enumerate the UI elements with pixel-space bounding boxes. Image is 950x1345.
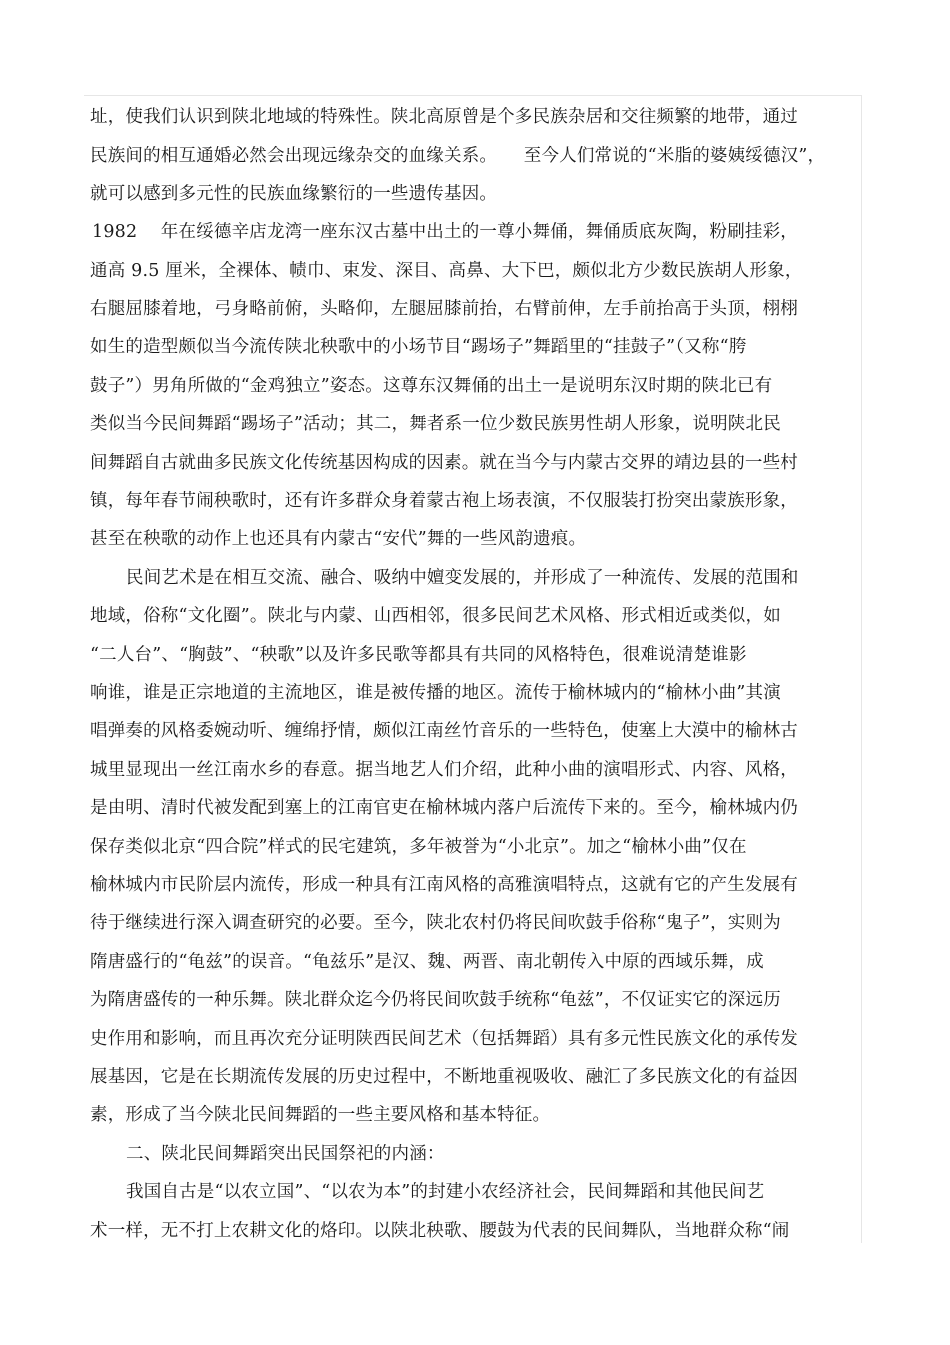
text-line: 址，使我们认识到陕北地域的特殊性。陕北高原曾是个多民族杂居和交往频繁的地带，通过 bbox=[90, 107, 798, 127]
text-line: 右腿屈膝着地，弓身略前俯，头略仰，左腿屈膝前抬，右臂前伸，左手前抬高于头顶，栩栩 bbox=[90, 299, 798, 319]
text-line: 待于继续进行深入调查研究的必要。至今，陕北农村仍将民间吹鼓手俗称“鬼子”，实则为 bbox=[90, 913, 781, 933]
text-line: 通高 9.5 厘米，全裸体、帻巾、束发、深目、高鼻、大下巴，颇似北方少数民族胡人形象， bbox=[90, 261, 803, 281]
text-line: 如生的造型颇似当今流传陕北秧歌中的小场节目“踢场子”舞蹈里的“挂鼓子”（又称“胯 bbox=[90, 337, 747, 357]
text-line: 保存类似北京“四合院”样式的民宅建筑，多年被誉为“小北京”。加之“榆林小曲”仅在 bbox=[90, 837, 747, 857]
text-line: 素，形成了当今陕北民间舞蹈的一些主要风格和基本特征。 bbox=[90, 1105, 551, 1125]
text-line: 史作用和影响，而且再次充分证明陕西民间艺术（包括舞蹈）具有多元性民族文化的承传发 bbox=[90, 1029, 798, 1049]
text-line: 我国自古是“以农立国”、“以农为本”的封建小农经济社会，民间舞蹈和其他民间艺 bbox=[126, 1182, 765, 1202]
text-line: 地域，俗称“文化圈”。陕北与内蒙、山西相邻，很多民间艺术风格、形式相近或类似，如 bbox=[90, 606, 781, 626]
text-line: 1982 年在绥德辛店龙湾一座东汉古墓中出土的一尊小舞俑，舞俑质底灰陶，粉刷挂彩， bbox=[92, 222, 798, 242]
text-line: 民间艺术是在相互交流、融合、吸纳中嬗变发展的，并形成了一种流传、发展的范围和 bbox=[126, 568, 799, 588]
text-line: 间舞蹈自古就曲多民族文化传统基因构成的因素。就在当今与内蒙古交界的靖边县的一些村 bbox=[90, 453, 798, 473]
text-line: 镇，每年春节闹秧歌时，还有许多群众身着蒙古袍上场表演，不仅服装打扮突出蒙族形象， bbox=[90, 491, 798, 511]
text-line: 甚至在秧歌的动作上也还具有内蒙古“安代”舞的一些风韵遗痕。 bbox=[90, 529, 587, 549]
text-line: 术一样，无不打上农耕文化的烙印。以陕北秧歌、腰鼓为代表的民间舞队，当地群众称“闹 bbox=[90, 1221, 790, 1241]
text-line: 展基因，它是在长期流传发展的历史过程中，不断地重视吸收、融汇了多民族文化的有益因 bbox=[90, 1067, 798, 1087]
text-line: 响谁，谁是正宗地道的主流地区，谁是被传播的地区。流传于榆林城内的“榆林小曲”其演 bbox=[90, 683, 781, 703]
text-line: “二人台”、“胸鼓”、“秧歌”以及许多民歌等都具有共同的风格特色，很难说清楚谁影 bbox=[90, 645, 747, 665]
text-line: 类似当今民间舞蹈“踢场子”活动；其二，舞者系一位少数民族男性胡人形象，说明陕北民 bbox=[90, 414, 781, 434]
text-line: 城里显现出一丝江南水乡的春意。据当地艺人们介绍，此种小曲的演唱形式、内容、风格， bbox=[90, 760, 798, 780]
text-line: 隋唐盛行的“龟兹”的误音。“龟兹乐”是汉、魏、两晋、南北朝传入中原的西域乐舞，成 bbox=[90, 952, 764, 972]
section-heading: 二、陕北民间舞蹈突出民国祭祀的内涵： bbox=[126, 1144, 445, 1164]
text-line: 民族间的相互通婚必然会出现远缘杂交的血缘关系。 至今人们常说的“米脂的婆姨绥德汉”， bbox=[90, 146, 826, 166]
text-line: 为隋唐盛传的一种乐舞。陕北群众迄今仍将民间吹鼓手统称“龟兹”，不仅证实它的深远历 bbox=[90, 990, 781, 1010]
text-line: 是由明、清时代被发配到塞上的江南官吏在榆林城内落户后流传下来的。至今，榆林城内仍 bbox=[90, 798, 798, 818]
text-line: 就可以感到多元性的民族血缘繁衍的一些遗传基因。 bbox=[90, 184, 498, 204]
text-line: 鼓子”）男角所做的“金鸡独立”姿态。这尊东汉舞俑的出土一是说明东汉时期的陕北已有 bbox=[90, 376, 773, 396]
text-line: 榆林城内市民阶层内流传，形成一种具有江南风格的高雅演唱特点，这就有它的产生发展有 bbox=[90, 875, 798, 895]
text-line: 唱弹奏的风格委婉动听、缠绵抒情，颇似江南丝竹音乐的一些特色，使塞上大漠中的榆林古 bbox=[90, 721, 798, 741]
